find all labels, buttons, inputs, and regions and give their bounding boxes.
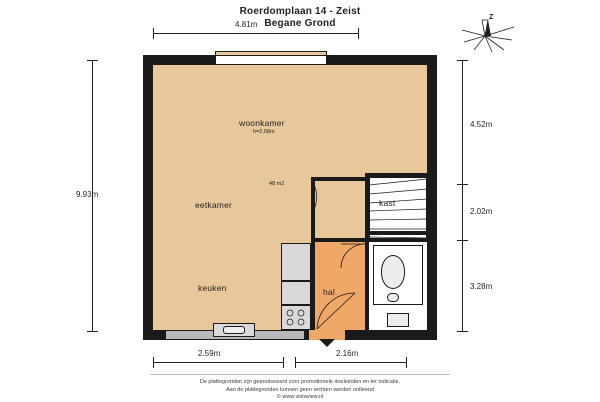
- dim-bottom-tick-1: [153, 357, 154, 368]
- dim-right-line: [462, 60, 463, 332]
- room-height-woonkamer: h=2.68m: [253, 129, 275, 135]
- dim-bottom-right-label: 2.16m: [336, 349, 359, 358]
- window-top-frame: [215, 51, 327, 56]
- dim-bottom-tick-4: [406, 357, 407, 368]
- bathtub-fixture: [381, 255, 405, 289]
- room-label-woonkamer: woonkamer: [239, 118, 285, 128]
- toilet-fixture: [387, 293, 399, 302]
- dim-right-tick-4: [457, 331, 468, 332]
- title-address: Roerdomplaan 14 - Zeist: [239, 6, 361, 17]
- wall-hal-top: [311, 238, 429, 242]
- wall-kast-bottom: [365, 231, 429, 235]
- sink-basin: [223, 326, 245, 334]
- door-hal-wc: [339, 242, 367, 270]
- front-door-arrow: [306, 339, 348, 348]
- dim-right-tick-3: [457, 240, 468, 241]
- dim-right-tick-2: [457, 184, 468, 185]
- title-floor: Begane Grond: [264, 18, 336, 29]
- dim-bottom-right-line: [295, 362, 407, 363]
- footer-line-3: © www.vistaview.nl: [276, 394, 324, 400]
- stove-burners-icon: [284, 308, 308, 327]
- dim-left-tick-bottom: [87, 331, 98, 332]
- dim-bottom-tick-3: [295, 357, 296, 368]
- compass-icon: [452, 12, 522, 56]
- dim-bottom-left-label: 2.59m: [198, 349, 221, 358]
- footer-line-2: Aan de plattegronden kunnen geen rechten worden ontleend: [225, 386, 374, 393]
- fridge-unit: [281, 243, 311, 281]
- window-top: [215, 55, 327, 65]
- dim-right-tick-1: [457, 60, 468, 61]
- area-label: 48 m2: [269, 181, 285, 187]
- door-hal-eetkamer: [311, 181, 341, 213]
- dim-right-bottom-label: 3.28m: [470, 282, 493, 291]
- kitchen-cabinet: [281, 281, 311, 305]
- dim-right-mid-label: 2.02m: [470, 207, 493, 216]
- room-label-keuken: keuken: [198, 283, 227, 293]
- room-label-kast: kast: [379, 198, 396, 208]
- footer-disclaimer: [0, 374, 600, 402]
- dim-right-top-label: 4.52m: [470, 120, 493, 129]
- door-front: [315, 291, 359, 331]
- dim-top-tick-left: [153, 28, 154, 39]
- floorplan-drawing: [143, 55, 437, 340]
- dim-left-tick-top: [87, 60, 98, 61]
- footer-line-1: De plattegronden zijn geproduceerd voor promotionele doeleinden en ter indicatie.: [199, 379, 401, 385]
- room-label-hal: hal: [323, 287, 335, 297]
- dim-left-label: 9.93m: [76, 190, 99, 199]
- wall-kast-top: [365, 173, 429, 177]
- footer-divider: [150, 374, 450, 375]
- dim-top-label: 4.81m: [235, 20, 258, 29]
- dim-top-line: [153, 33, 359, 34]
- compass-label: Z: [489, 14, 494, 21]
- room-label-eetkamer: eetkamer: [195, 200, 233, 210]
- dim-bottom-left-line: [153, 362, 283, 363]
- dim-top-tick-right: [358, 28, 359, 39]
- meter-cabinet: [387, 313, 409, 327]
- dim-bottom-tick-2: [283, 357, 284, 368]
